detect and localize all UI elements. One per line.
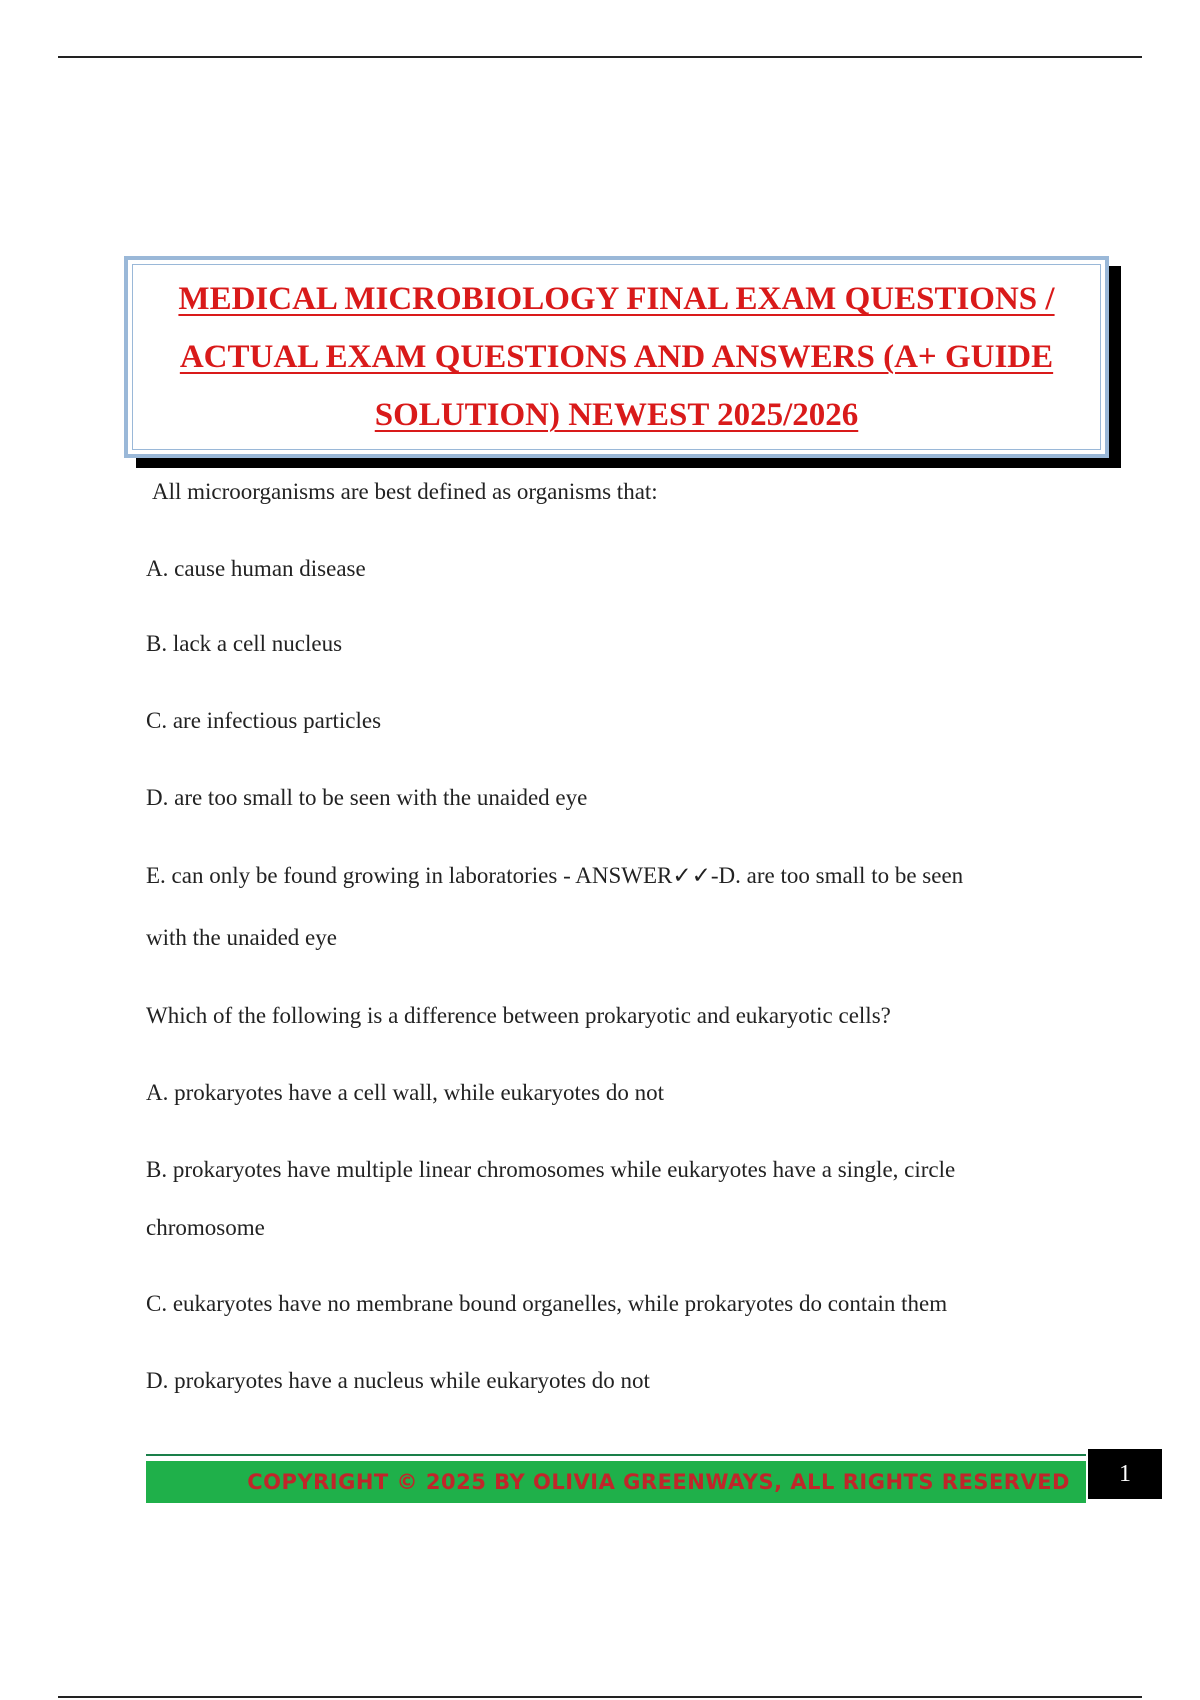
footer-bar	[146, 1461, 1086, 1503]
title-line-1: MEDICAL MICROBIOLOGY FINAL EXAM QUESTIONS /	[178, 281, 1055, 317]
footer-divider	[146, 1454, 1086, 1456]
question-1-stem: All microorganisms are best defined as organisms that:	[152, 479, 658, 504]
question-1-option-d: D. are too small to be seen with the unaided eye	[146, 785, 588, 810]
title-line-2: ACTUAL EXAM QUESTIONS AND ANSWERS (A+ GUIDE	[179, 339, 1054, 375]
copyright-notice: COPYRIGHT © 2025 BY OLIVIA GREENWAYS, ALL RIGHTS RESERVED	[247, 1470, 1070, 1494]
question-1-option-e-answer: E. can only be found growing in laboratories - ANSWER✓✓-D. are too small to be seen	[146, 863, 964, 888]
question-2-option-a: A. prokaryotes have a cell wall, while eukaryotes do not	[146, 1080, 664, 1105]
question-2-option-b: B. prokaryotes have multiple linear chromosomes while eukaryotes have a single, circle	[146, 1157, 956, 1182]
title-box	[124, 256, 1109, 458]
question-1-option-a: A. cause human disease	[146, 556, 366, 581]
question-2-option-c: C. eukaryotes have no membrane bound organelles, while prokaryotes do contain them	[146, 1291, 948, 1316]
question-2-stem: Which of the following is a difference between prokaryotic and eukaryotic cells?	[146, 1003, 891, 1028]
question-2-option-b-continued: chromosome	[146, 1215, 265, 1240]
question-1-option-b: B. lack a cell nucleus	[146, 631, 343, 656]
question-2-option-d: D. prokaryotes have a nucleus while eukaryotes do not	[146, 1368, 650, 1393]
question-1-answer-continued: with the unaided eye	[146, 925, 337, 950]
title-line-3: SOLUTION) NEWEST 2025/2026	[374, 397, 859, 433]
bottom-rule	[58, 1696, 1142, 1698]
question-1-option-c: C. are infectious particles	[146, 708, 382, 733]
top-rule	[58, 56, 1142, 58]
document-title	[157, 270, 1077, 444]
page-number: 1	[1088, 1449, 1162, 1499]
title-box-inner	[132, 264, 1101, 450]
